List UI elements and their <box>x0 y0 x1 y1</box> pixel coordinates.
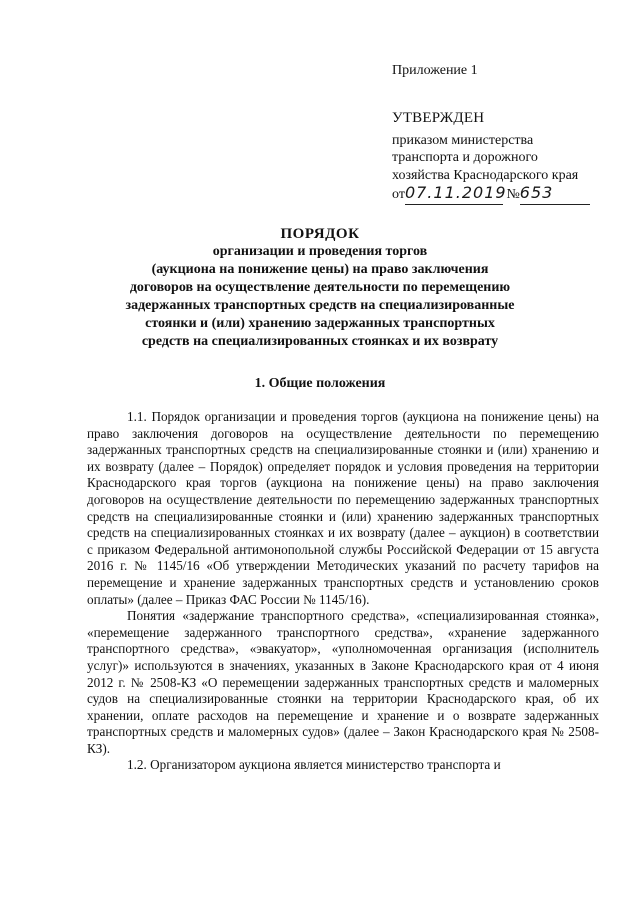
title-line: стоянки и (или) хранению задержанных транспортных <box>145 316 495 331</box>
title-line: средств на специализированных стоянках и их возврату <box>141 334 499 349</box>
approval-line: приказом министерства <box>392 132 534 148</box>
title-line: организации и проведения торгов <box>212 244 428 259</box>
handwritten-number: 653 <box>519 183 554 202</box>
approval-block <box>392 110 590 205</box>
annex-label: Приложение 1 <box>392 63 478 78</box>
date-prefix: от <box>392 187 405 202</box>
approval-date-line <box>392 184 590 205</box>
approval-header: УТВЕРЖДЕН <box>392 110 485 126</box>
title-line: задержанных транспортных средств на специализированные <box>125 298 515 313</box>
title-main: ПОРЯДОК <box>280 226 360 242</box>
paragraph: 1.2. Организатором аукциона является министерство транспорта и <box>127 757 501 773</box>
document-title <box>80 225 560 351</box>
number-prefix: № <box>506 187 520 202</box>
approval-line: хозяйства Краснодарского края <box>392 167 579 183</box>
title-line: договоров на осуществление деятельности по перемещению <box>129 280 511 295</box>
title-line: (аукциона на понижение цены) на право заключения <box>151 262 489 277</box>
document-body <box>87 409 599 774</box>
approval-line: транспорта и дорожного <box>392 150 538 165</box>
paragraph: Понятия «задержание транспортного средства», «специализированная стоянка», «перемещение задержанного транспортного средства», «хранение задержанного транспортного средства», «эвакуатор», «уполномоченная организация (исполнитель услуг)» используются в значениях, указанных в Законе Краснодарского края от 4 июня 2012 г. № 2508-КЗ «О перемещении задержанных транспортных средств и маломерных судов на специализированные стоянки на территории Краснодарского края, об их хранении, оплате расходов на перемещение и хранение и о возврате задержанных транспортных средств и маломерных судов» (далее – Закон Краснодарского края № 2508-КЗ). <box>87 608 599 756</box>
handwritten-date: 07.11.2019 <box>404 183 507 202</box>
section-heading: 1. Общие положения <box>254 376 386 391</box>
paragraph: 1.1. Порядок организации и проведения торгов (аукциона на понижение цены) на право заключения договоров на осуществление деятельности по перемещению задержанных транспортных средств на специализированные стоянки и (или) хранению и их возврату (далее – Порядок) определяет порядок и условия проведения на территории Краснодарского края торгов (аукциона на понижение цены) на право заключения договоров на осуществление деятельности по перемещению задержанных транспортных средств на специализированные стоянки и (или) хранению задержанных транспортных средств на специализированных стоянках и их возврату (далее – аукцион) в соответствии с приказом Федеральной антимонопольной службы Российской Федерации от 15 августа 2016 г. № 1145/16 «Об утверждении Методических указаний по расчету тарифов на перемещение и хранение задержанных транспортных средств и установлению сроков оплаты» (далее – Приказ ФАС России № 1145/16). <box>87 409 599 607</box>
